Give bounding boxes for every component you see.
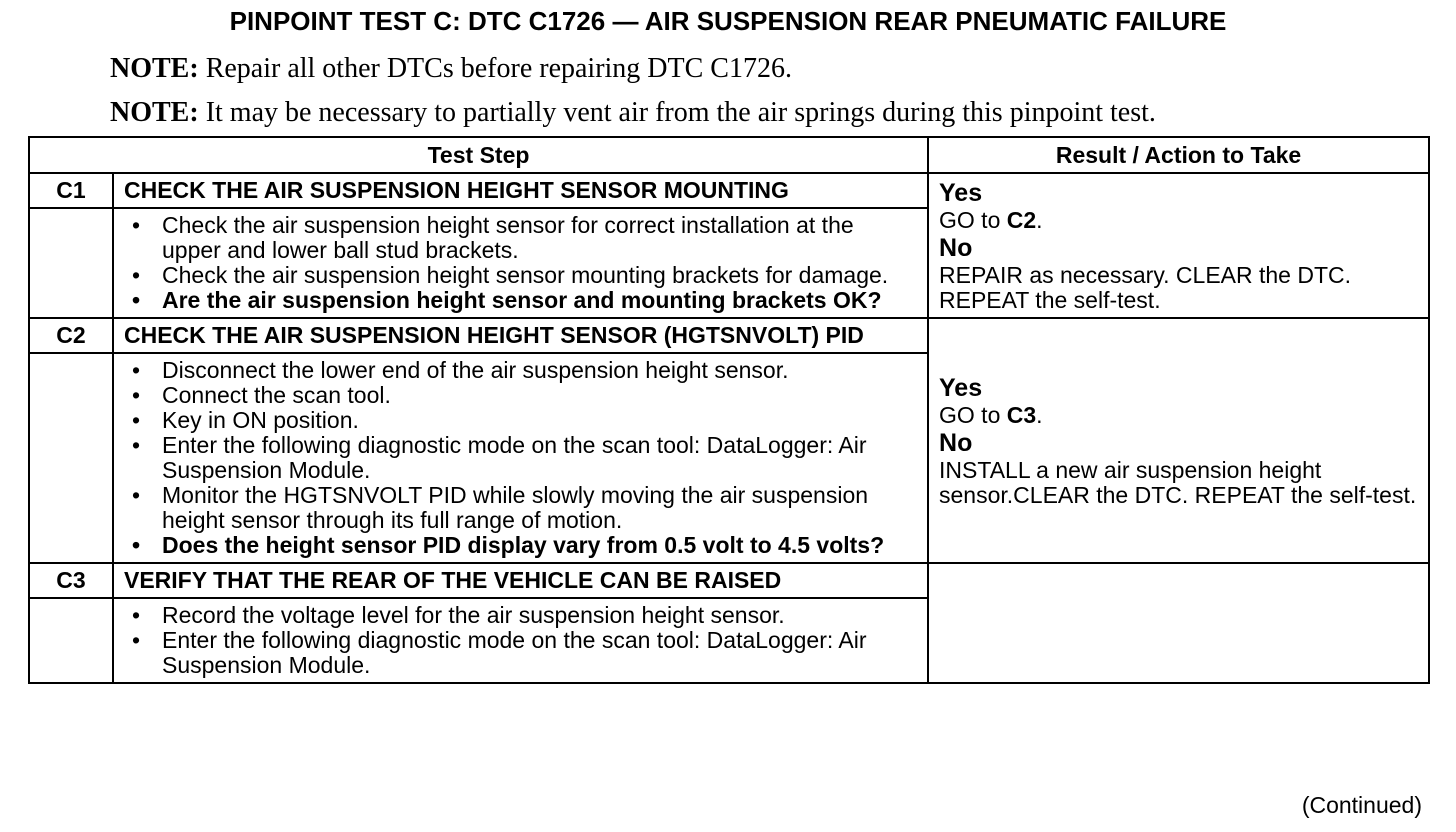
step-heading: VERIFY THAT THE REAR OF THE VEHICLE CAN BE RAISED xyxy=(113,563,928,598)
list-item: • Check the air suspension height sensor for correct installation at the upper and lower ball stud brackets. xyxy=(124,213,917,263)
step-body xyxy=(113,598,928,683)
list-item: • Check the air suspension height sensor mounting brackets for damage. xyxy=(124,263,917,288)
note-label: NOTE: xyxy=(110,97,199,128)
yes-action: GO to C2. xyxy=(939,207,1043,233)
step-bullet-list xyxy=(124,603,917,678)
yes-label: Yes xyxy=(939,179,983,207)
list-item: • Connect the scan tool. xyxy=(124,383,917,408)
list-item: • Enter the following diagnostic mode on the scan tool: DataLogger: Air Suspension Module. xyxy=(124,628,917,678)
list-item: • Enter the following diagnostic mode on the scan tool: DataLogger: Air Suspension Module. xyxy=(124,433,917,483)
step-body xyxy=(113,208,928,318)
step-bullet-list xyxy=(124,213,917,313)
step-c2-heading-row xyxy=(29,318,1429,353)
list-item: • Record the voltage level for the air suspension height sensor. xyxy=(124,603,917,628)
note-text: It may be necessary to partially vent air from the air springs during this pinpoint test. xyxy=(205,97,1156,128)
note-label: NOTE: xyxy=(110,53,199,84)
continued-label: (Continued) xyxy=(1301,792,1422,818)
no-action: REPAIR as necessary. CLEAR the DTC. REPEAT the self-test. xyxy=(939,262,1352,313)
step-id-blank xyxy=(29,353,113,563)
page-title: PINPOINT TEST C: DTC C1726 — AIR SUSPENSION REAR PNEUMATIC FAILURE xyxy=(229,6,1227,36)
note-repair-other-dtcs xyxy=(110,53,792,85)
pinpoint-test-table xyxy=(28,136,1430,684)
note-text: Repair all other DTCs before repairing DTC C1726. xyxy=(205,53,792,84)
yes-action: GO to C3. xyxy=(939,402,1043,428)
header-test-step: Test Step xyxy=(29,137,928,173)
step-question: • Does the height sensor PID display vary from 0.5 volt to 4.5 volts? xyxy=(124,533,917,558)
header-result-action: Result / Action to Take xyxy=(928,137,1429,173)
step-id: C3 xyxy=(29,563,113,598)
no-label: No xyxy=(939,234,973,262)
step-id-blank xyxy=(29,208,113,318)
list-item: • Monitor the HGTSNVOLT PID while slowly moving the air suspension height sensor through its full range of motion. xyxy=(124,483,917,533)
step-c3-heading-row xyxy=(29,563,1429,598)
step-bullet-list xyxy=(124,358,917,558)
step-id-blank xyxy=(29,598,113,683)
no-label: No xyxy=(939,429,973,457)
step-c1-result xyxy=(928,173,1429,318)
step-c3-result xyxy=(928,563,1429,683)
step-c1-heading-row xyxy=(29,173,1429,208)
yes-label: Yes xyxy=(939,374,983,402)
table-header-row xyxy=(29,137,1429,173)
step-body xyxy=(113,353,928,563)
no-action: INSTALL a new air suspension height sensor.CLEAR the DTC. REPEAT the self-test. xyxy=(939,457,1417,508)
step-heading: CHECK THE AIR SUSPENSION HEIGHT SENSOR MOUNTING xyxy=(113,173,928,208)
list-item: • Disconnect the lower end of the air suspension height sensor. xyxy=(124,358,917,383)
note-vent-air xyxy=(110,97,1156,129)
step-id: C1 xyxy=(29,173,113,208)
step-id: C2 xyxy=(29,318,113,353)
list-item: • Key in ON position. xyxy=(124,408,917,433)
step-question: • Are the air suspension height sensor and mounting brackets OK? xyxy=(124,288,917,313)
step-c2-result xyxy=(928,318,1429,563)
step-heading: CHECK THE AIR SUSPENSION HEIGHT SENSOR (HGTSNVOLT) PID xyxy=(113,318,928,353)
